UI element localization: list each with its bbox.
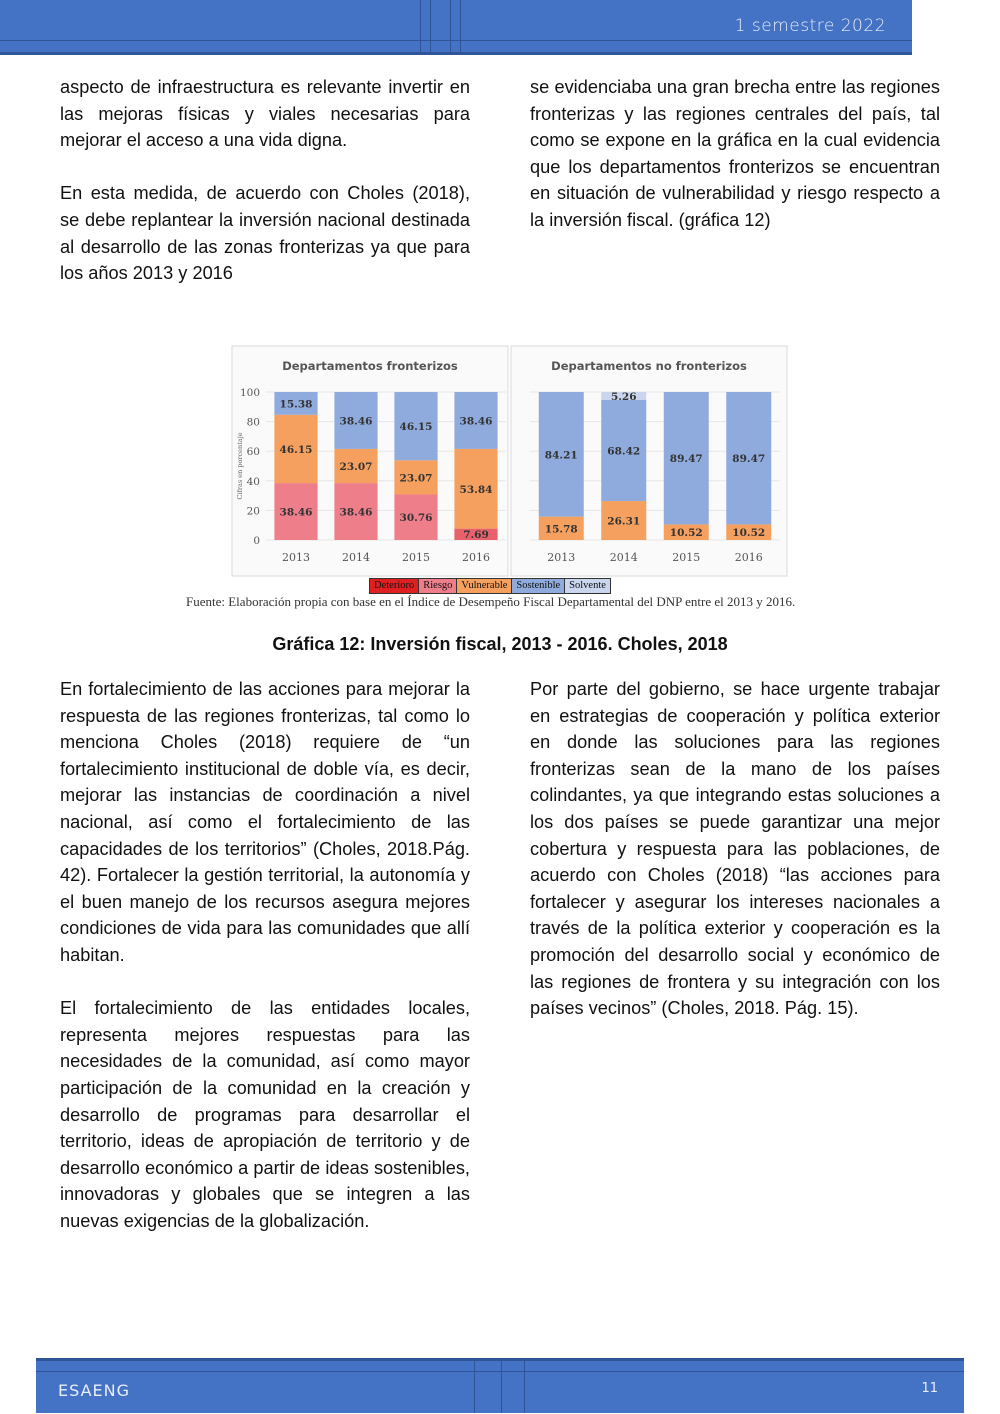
data-label: 46.15 [279, 443, 313, 456]
y-tick-label: 20 [246, 505, 260, 518]
header-divider [420, 0, 421, 52]
y-tick-label: 40 [246, 475, 260, 488]
x-tick-label: 2016 [462, 551, 490, 564]
data-label: 38.46 [339, 506, 373, 519]
x-tick-label: 2013 [547, 551, 576, 564]
paragraph: El fortalecimiento de las entidades locales, representa mejores respuestas para las necesidades de la comunidad, así como mayor participación de la comunidad en la creación y desarrollo de programas para desarrollar el territorio, ideas de apropiación de territorio y de desarrollo económico a partir de ideas sostenibles, innovadoras y globales que se integren a las nuevas exigencias de la globalización. [60, 998, 470, 1231]
chart-title: Departamentos fronterizos [282, 359, 458, 373]
legend-item-vulnerable: Vulnerable [457, 579, 512, 593]
x-tick-label: 2014 [342, 551, 370, 564]
chart-title: Departamentos no fronterizos [551, 359, 747, 373]
text-column-top-left [60, 74, 470, 313]
text-column-bottom-left [60, 676, 470, 1261]
text-column-top-right [530, 74, 940, 260]
data-label: 5.26 [610, 390, 637, 403]
figure-caption: Gráfica 12: Inversión fiscal, 2013 - 2016. Choles, 2018 [272, 634, 728, 654]
footer-rule [36, 1371, 964, 1372]
legend-item-riesgo: Riesgo [419, 579, 457, 593]
paragraph: aspecto de infraestructura es relevante invertir en las mejoras físicas y viales necesarias para mejorar el acceso a una vida digna. [60, 77, 470, 151]
header-divider [460, 0, 461, 52]
x-tick-label: 2013 [282, 551, 310, 564]
x-tick-label: 2015 [672, 551, 701, 564]
chart-legend [369, 578, 611, 594]
legend-item-solvente: Solvente [565, 579, 610, 593]
data-label: 38.46 [279, 506, 313, 519]
data-label: 10.52 [732, 527, 766, 540]
stacked-bar-charts [230, 344, 790, 580]
footer-brand: ESAENG [58, 1381, 130, 1400]
paragraph: En fortalecimiento de las acciones para mejorar la respuesta de las regiones fronterizas, tal como lo menciona Choles (2018) requiere de “un fortalecimiento institucional de doble vía, es decir, mejorar las instancias de coordinación a nivel nacional, así como el fortalecimiento de las capacidades de los territorios” (Choles, 2018.Pág. 42). Fortalecer la gestión territorial, la autonomía y el buen manejo de los recursos asegura mejores condiciones de vida para las comunidades que allí habitan. [60, 679, 470, 965]
data-label: 10.52 [669, 527, 703, 540]
data-label: 89.47 [669, 453, 703, 466]
x-tick-label: 2014 [609, 551, 638, 564]
y-tick-label: 100 [239, 387, 260, 399]
data-label: 15.38 [279, 398, 313, 411]
footer-divider [524, 1361, 525, 1413]
data-label: 53.84 [459, 483, 493, 496]
header-rule [0, 40, 912, 41]
fiscal-investment-figure [230, 344, 790, 580]
footer-divider [474, 1361, 475, 1413]
header-divider [450, 0, 451, 52]
footer-divider [501, 1361, 502, 1413]
y-tick-label: 80 [246, 416, 260, 429]
data-label: 23.07 [339, 461, 373, 474]
data-label: 84.21 [544, 449, 578, 462]
data-label: 38.46 [339, 415, 373, 428]
text-column-bottom-right [530, 676, 940, 1048]
paragraph: se evidenciaba una gran brecha entre las regiones fronterizas y las regiones centrales del país, tal como se expone en la gráfica en la cual evidencia que los departamentos fronterizos se encuentran en situación de vulnerabilidad y riesgo respecto a la inversión fiscal. (gráfica 12) [530, 77, 940, 230]
x-tick-label: 2015 [402, 551, 430, 564]
y-axis-label: Cifras en porcentaje [236, 432, 244, 500]
data-label: 23.07 [399, 472, 433, 485]
header-divider [430, 0, 431, 52]
paragraph: En esta medida, de acuerdo con Choles (2018), se debe replantear la inversión nacional destinada al desarrollo de las zonas fronterizas ya que para los años 2013 y 2016 [60, 183, 470, 284]
header-band [0, 0, 912, 55]
legend-item-sostenible: Sostenible [512, 579, 565, 593]
x-tick-label: 2016 [734, 551, 763, 564]
legend-item-deterioro: Deterioro [370, 579, 419, 593]
figure-source: Fuente: Elaboración propia con base en el Índice de Desempeño Fiscal Departamental del DNP entre el 2013 y 2016. [186, 594, 796, 609]
y-tick-label: 60 [246, 446, 260, 459]
data-label: 15.78 [544, 523, 578, 536]
data-label: 89.47 [732, 453, 766, 466]
paragraph: Por parte del gobierno, se hace urgente trabajar en estrategias de cooperación y política exterior en donde las soluciones para las regiones fronterizas sean de la mano de los países colindantes, ya que integrando estas soluciones a los dos países se puede garantizar una mejor cobertura y respuesta para las poblaciones, de acuerdo con Choles (2018) “las acciones para fortalecer y asegurar los intereses nacionales a través de la política exterior y cooperación es la promoción del desarrollo social y económico de las regiones de frontera y su integración con los países vecinos” (Choles, 2018. Pág. 15). [530, 679, 940, 1019]
data-label: 68.42 [607, 445, 641, 458]
y-tick-label: 0 [253, 535, 260, 547]
data-label: 7.69 [463, 529, 489, 541]
footer-band [36, 1358, 964, 1413]
data-label: 38.46 [459, 415, 493, 428]
data-label: 30.76 [399, 512, 433, 525]
data-label: 26.31 [607, 515, 641, 528]
page-number: 11 [921, 1381, 938, 1396]
data-label: 46.15 [399, 421, 433, 434]
semester-label: 1 semestre 2022 [734, 16, 886, 36]
